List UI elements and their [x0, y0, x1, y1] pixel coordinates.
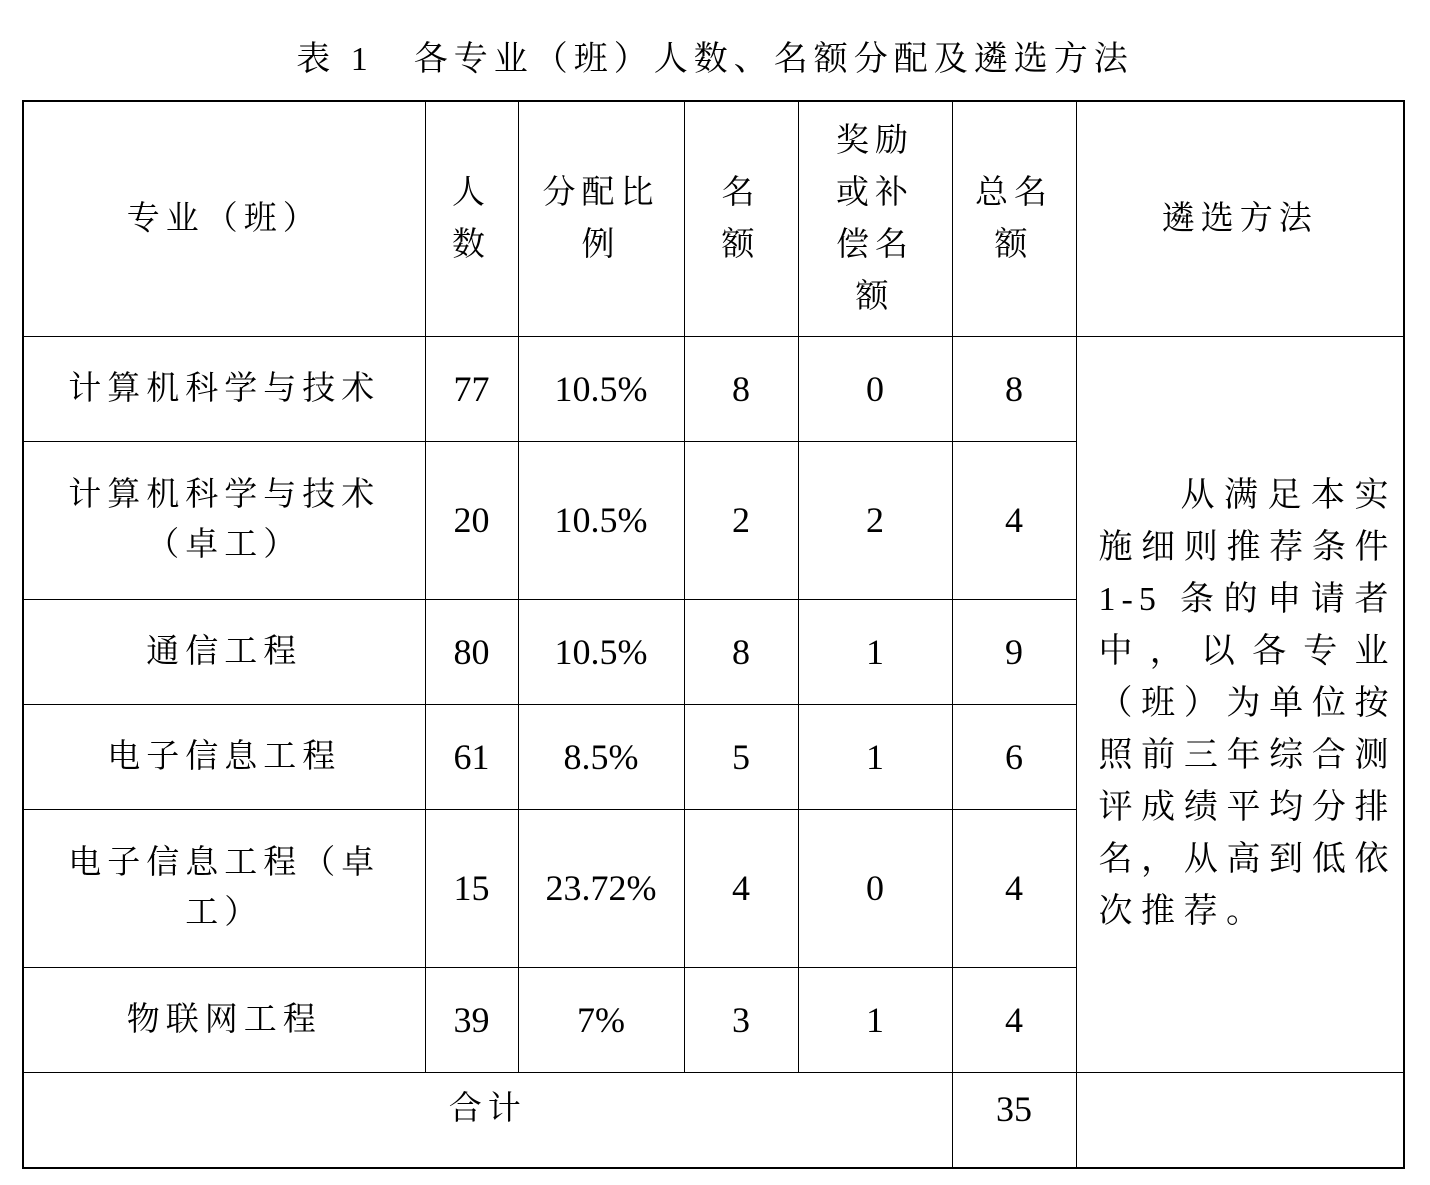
header-quota-cell — [684, 101, 798, 336]
quota-allocation-table — [22, 100, 1405, 1169]
major-name: 电子信息工程 — [107, 738, 342, 775]
header-bonus-quota: 奖励或补偿名额 — [836, 122, 914, 315]
quota-value: 3 — [732, 999, 750, 1040]
ratio-cell — [518, 441, 684, 599]
method-line: 1-5 条的申请者 — [1098, 581, 1395, 618]
quota-cell — [684, 967, 798, 1072]
header-major-cell — [23, 101, 425, 336]
quota-value: 2 — [732, 500, 750, 540]
quota-cell — [684, 704, 798, 809]
method-line: 评成绩平均分排 — [1098, 789, 1395, 826]
total-quota-value: 6 — [1005, 736, 1023, 777]
ratio-cell — [518, 809, 684, 967]
quota-cell — [684, 599, 798, 704]
major-name: 通信工程 — [146, 633, 303, 670]
quota-value: 5 — [732, 736, 750, 777]
total-quota-cell — [952, 441, 1076, 599]
bonus-quota-value: 2 — [866, 500, 884, 540]
total-quota-cell — [952, 336, 1076, 441]
students-value: 61 — [453, 736, 490, 777]
bonus-quota-value: 1 — [866, 999, 884, 1040]
method-line: 中，以各专业 — [1098, 633, 1395, 670]
ratio-value: 7% — [577, 999, 625, 1040]
table-title: 表 1 各专业（班）人数、名额分配及遴选方法 — [296, 41, 1134, 78]
quota-cell — [684, 809, 798, 967]
quota-value: 8 — [732, 368, 750, 409]
header-method: 遴选方法 — [1161, 200, 1318, 237]
total-quota-value: 4 — [1005, 868, 1023, 908]
bonus-quota-value: 1 — [866, 631, 884, 672]
method-text — [1099, 470, 1395, 938]
students-cell — [425, 599, 518, 704]
ratio-value: 10.5% — [554, 631, 648, 672]
ratio-value: 10.5% — [554, 500, 648, 540]
total-quota-value: 4 — [1005, 500, 1023, 540]
method-line: 施细则推荐条件 — [1098, 529, 1395, 566]
major-name: 物联网工程 — [126, 1001, 322, 1038]
total-quota-cell — [952, 599, 1076, 704]
header-students: 人数 — [451, 174, 491, 263]
total-label: 合计 — [448, 1090, 527, 1127]
quota-value: 8 — [732, 631, 750, 672]
ratio-value: 8.5% — [563, 736, 639, 777]
ratio-cell — [518, 599, 684, 704]
method-line: 从满足本实 — [1180, 477, 1395, 514]
header-quota: 名额 — [721, 174, 761, 263]
method-line: 名，从高到低依 — [1098, 841, 1395, 878]
header-bonus-quota-cell — [798, 101, 952, 336]
total-row — [23, 1072, 1404, 1168]
bonus-quota-value: 0 — [866, 868, 884, 908]
total-label-cell — [23, 1072, 952, 1168]
method-line: 次推荐。 — [1098, 893, 1269, 930]
students-cell — [425, 809, 518, 967]
total-quota-value: 8 — [1005, 368, 1023, 409]
major-cell — [23, 441, 425, 599]
students-value: 80 — [453, 631, 490, 672]
major-cell — [23, 599, 425, 704]
ratio-cell — [518, 967, 684, 1072]
students-cell — [425, 967, 518, 1072]
ratio-cell — [518, 336, 684, 441]
major-cell — [23, 704, 425, 809]
bonus-quota-value: 0 — [866, 368, 884, 409]
students-value: 39 — [453, 999, 490, 1040]
ratio-cell — [518, 704, 684, 809]
ratio-value: 23.72% — [545, 868, 657, 908]
total-quota-sum-cell — [952, 1072, 1076, 1168]
header-total-quota-cell — [952, 101, 1076, 336]
header-ratio: 分配比例 — [542, 174, 660, 263]
header-students-cell — [425, 101, 518, 336]
method-cell — [1076, 336, 1404, 1072]
bonus-quota-cell — [798, 441, 952, 599]
major-cell — [23, 809, 425, 967]
bonus-quota-cell — [798, 809, 952, 967]
students-value: 20 — [453, 500, 490, 540]
quota-cell — [684, 336, 798, 441]
students-value: 15 — [453, 868, 490, 908]
header-method-cell — [1076, 101, 1404, 336]
major-name: 电子信息工程（卓工） — [68, 845, 381, 931]
header-major: 专业（班） — [126, 200, 322, 237]
students-cell — [425, 336, 518, 441]
total-quota-sum: 35 — [996, 1088, 1032, 1129]
header-total-quota: 总名额 — [975, 174, 1053, 263]
bonus-quota-cell — [798, 599, 952, 704]
total-row-empty-cell — [1076, 1072, 1404, 1168]
quota-value: 4 — [732, 868, 750, 908]
total-quota-cell — [952, 809, 1076, 967]
major-cell — [23, 967, 425, 1072]
total-quota-cell — [952, 967, 1076, 1072]
bonus-quota-cell — [798, 336, 952, 441]
total-quota-value: 4 — [1005, 999, 1023, 1040]
students-cell — [425, 704, 518, 809]
students-value: 77 — [453, 368, 490, 409]
major-name: 计算机科学与技术 — [68, 370, 381, 407]
major-cell — [23, 336, 425, 441]
method-line: 照前三年综合测 — [1098, 737, 1395, 774]
total-quota-value: 9 — [1005, 631, 1023, 672]
quota-cell — [684, 441, 798, 599]
bonus-quota-value: 1 — [866, 736, 884, 777]
method-line: （班）为单位按 — [1098, 685, 1395, 722]
ratio-value: 10.5% — [554, 368, 648, 409]
bonus-quota-cell — [798, 704, 952, 809]
table-row — [23, 336, 1404, 441]
bonus-quota-cell — [798, 967, 952, 1072]
total-quota-cell — [952, 704, 1076, 809]
students-cell — [425, 441, 518, 599]
header-row — [23, 101, 1404, 336]
header-ratio-cell — [518, 101, 684, 336]
major-name: 计算机科学与技术（卓工） — [68, 477, 381, 563]
